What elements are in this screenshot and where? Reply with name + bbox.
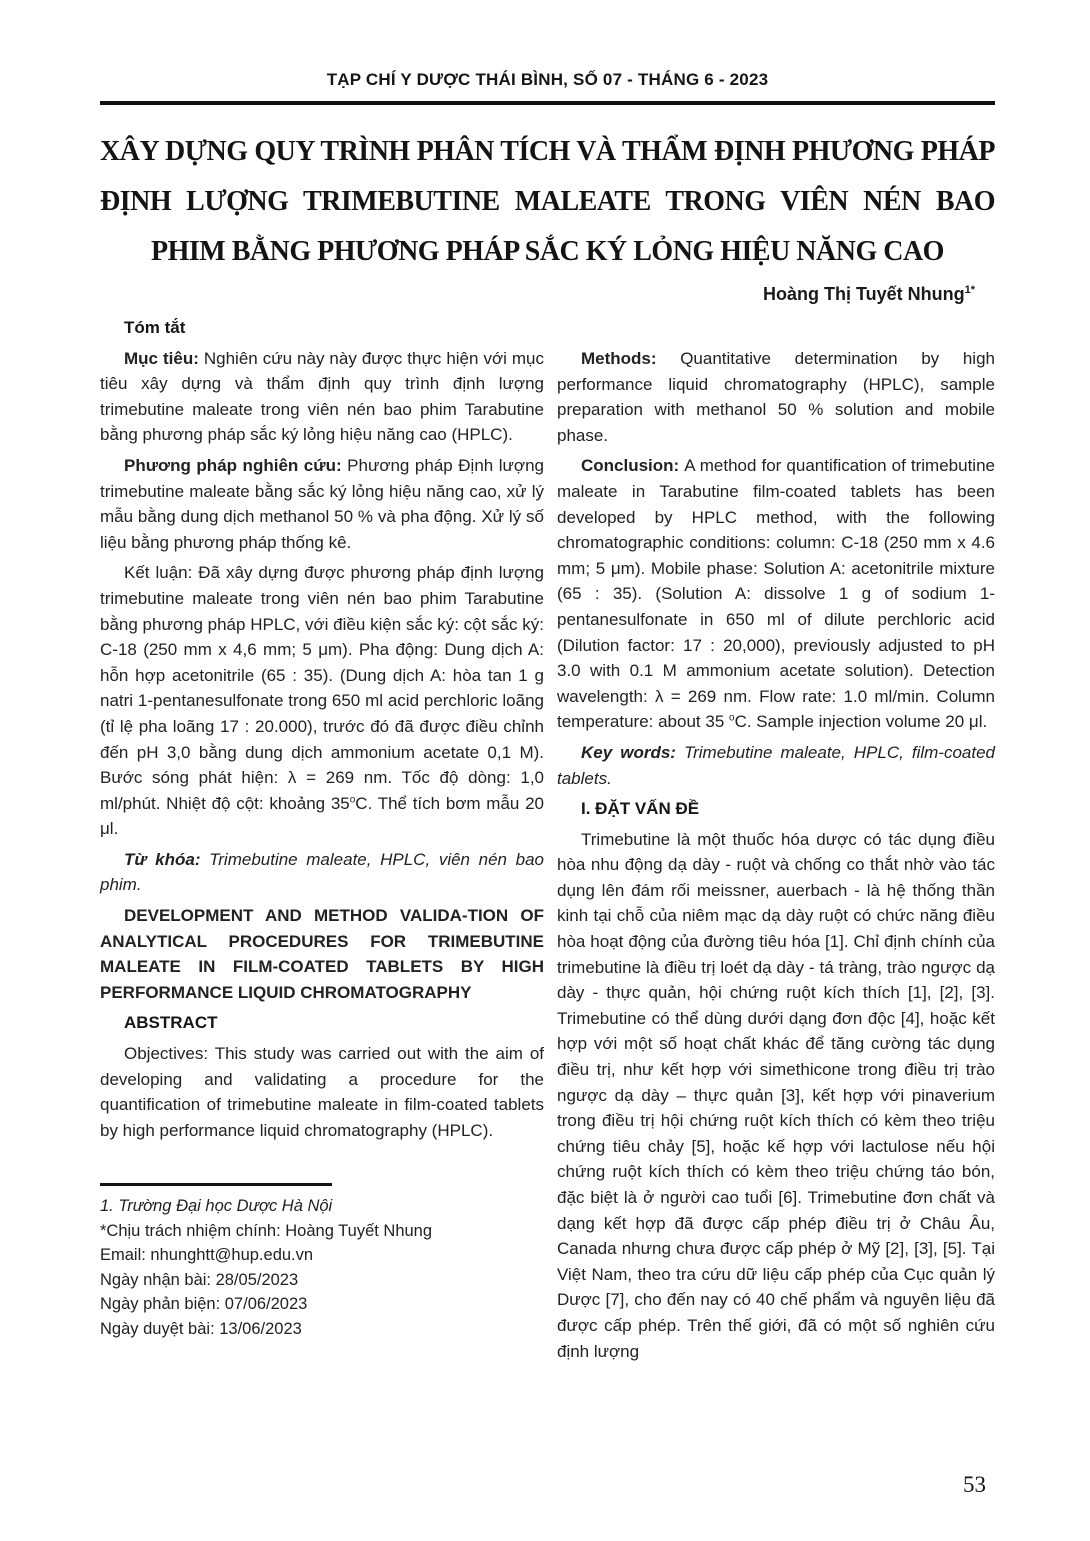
text-segment: DEVELOPMENT AND METHOD VALIDA-TION OF ANALYTICAL PROCEDURES FOR TRIMEBUTINE MALEATE IN FILM-COATED TABLETS BY HIGH PERFORMANCE LIQUID CHROMATOGRAPHY xyxy=(100,906,544,1002)
abstract-heading-vi xyxy=(100,315,544,341)
text-segment: C. Sample injection volume 20 μl. xyxy=(734,712,988,732)
corresponding-author-line: *Chịu trách nhiệm chính: Hoàng Tuyết Nhung xyxy=(100,1221,433,1240)
two-column-body xyxy=(100,315,995,1369)
conclusion-para-en xyxy=(557,453,995,735)
header-rule xyxy=(100,101,995,105)
text-segment: Key words: xyxy=(581,742,684,762)
received-date-line: Ngày nhận bài: 28/05/2023 xyxy=(100,1270,299,1289)
text-segment: Methods: xyxy=(581,349,681,368)
introduction-heading xyxy=(557,796,995,822)
text-segment: ABSTRACT xyxy=(124,1013,218,1033)
text-segment: Trimebutine maleate, HPLC, viên nén bao phim. xyxy=(100,849,545,895)
page-number: 53 xyxy=(963,1472,986,1497)
page-content xyxy=(100,0,995,1369)
objectives-para-vi xyxy=(100,346,544,448)
abstract-heading-en xyxy=(100,1010,544,1036)
text-segment: Quantitative determination by high performance liquid chromatography (HPLC), sample preparation with methanol 50 % solution and mobile phase. xyxy=(557,349,995,445)
author-superscript: 1* xyxy=(964,284,975,296)
footnote xyxy=(100,1183,544,1341)
accepted-date-line: Ngày duyệt bài: 13/06/2023 xyxy=(100,1319,302,1338)
affiliation-line: 1. Trường Đại học Dược Hà Nội xyxy=(100,1197,333,1216)
text-segment: Phương pháp Định lượng trimebutine maleate bằng sắc ký lỏng hiệu năng cao, xử lý mẫu bằng dung dịch methanol 50 % và pha động. Xử lý số liệu bằng phương pháp thống kê. xyxy=(100,455,544,552)
right-column-blocks xyxy=(557,346,995,1364)
text-segment: A method for quantification of trimebutine maleate in Tarabutine film-coated tablets has been developed by HPLC method, with the following chromatographic conditions: column: C-18 (250 mm x 4.6 mm; 5 μm). Mobile phase: Solution A: acetonitrile mixture (65 : 35). (Solution A: dissolve 1 g of sodium 1-pentanesulfonate in 650 ml of dilute perchloric acid (Dilution factor: 17 : 20,000), previously adjusted to pH 3.0 with 0.1 M ammonium acetate solution). Detection wavelength: λ = 269 nm. Flow rate: 1.0 ml/min. Column temperature: about 35 xyxy=(557,456,995,732)
text-segment: Tóm tắt xyxy=(124,318,186,337)
text-segment: o xyxy=(349,794,356,806)
text-segment: C. Thể tích bơm mẫu 20 μl. xyxy=(100,793,545,839)
keywords-para-vi xyxy=(100,847,544,898)
text-segment: Mục tiêu: xyxy=(124,348,204,368)
left-column-blocks xyxy=(100,315,544,1143)
text-segment: Từ khóa: xyxy=(124,849,210,869)
text-segment: o xyxy=(729,712,735,724)
reviewed-date-line: Ngày phản biện: 07/06/2023 xyxy=(100,1295,308,1314)
right-column xyxy=(557,315,995,1369)
keywords-para-en xyxy=(557,740,995,791)
text-segment: Nghiên cứu này này được thực hiện với mục tiêu xây dựng và thẩm định quy trình định lượng trimebutine maleate trong viên nén bao phim Tarabutine bằng phương pháp sắc ký lỏng hiệu năng cao (HPLC). xyxy=(100,348,544,445)
author-name: Hoàng Thị Tuyết Nhung xyxy=(762,284,965,304)
text-segment: Trimebutine maleate, HPLC, film-coated tablets. xyxy=(557,742,995,788)
text-segment: Trimebutine là một thuốc hóa dược có tác dụng điều hòa nhu động dạ dày - ruột và chống co thắt nhờ vào tác dụng lên đám rối meissner, auerbach - là hệ thống thần kinh tại chỗ của niêm mạc dạ dày ruột có chức năng điều hòa hoạt động của đường tiêu hóa [1]. Chỉ định chính của trimebutine là điều trị loét dạ dày - tá tràng, trào ngược dạ dày - thực quản, hội chứng ruột kích thích [1], [2], [3]. Trimebutine có thể dùng dưới dạng đơn độc [4], hoặc kết hợp với một số hoạt chất khác để tăng cường tác dụng điều trị, như kết hợp với simethicone trong điều trị trào ngược dạ dày – thực quản [3], kết hợp với pinaverium trong điều trị hội chứng ruột kích thích có kèm theo triệu chứng tiêu chảy [5], hoặc kế hợp với lactulose nếu hội chứng ruột kích thích có kèm theo triệu chứng táo bón, đặc biệt là ở người cao tuổi [6]. Trimebutine đơn chất và dạng kết hợp đã được cấp phép điều trị ở Châu Âu, Canada nhưng chưa được cấp phép ở Mỹ [2], [3], [5]. Tại Việt Nam, theo tra cứu dữ liệu cấp phép của Cục quản lý Dược [7], cho đến nay có 40 chế phẩm và nguyên liệu đã được cấp phép. Trên thế giới, đã có một số nghiên cứu định lượng xyxy=(557,829,995,1361)
left-column xyxy=(100,315,544,1369)
column-gap xyxy=(544,315,557,1369)
methods-para-en xyxy=(557,346,995,448)
author-line xyxy=(100,281,995,307)
english-title-para xyxy=(100,903,544,1005)
text-segment: Objectives: This study was carried out with the aim of developing and validating a procedure for the quantification of trimebutine maleate in film-coated tablets by high performance liquid chromatography (HPLC). xyxy=(100,1044,544,1140)
introduction-para xyxy=(557,827,995,1364)
text-segment: Conclusion: xyxy=(581,456,685,476)
article-title: XÂY DỰNG QUY TRÌNH PHÂN TÍCH VÀ THẨM ĐỊNH PHƯƠNG PHÁP ĐỊNH LƯỢNG TRIMEBUTINE MALEATE TRONG VIÊN NÉN BAO PHIM BẰNG PHƯƠNG PHÁP SẮC KÝ LỎNG HIỆU NĂNG CAO xyxy=(100,136,995,267)
objectives-para-en xyxy=(100,1041,544,1143)
footnote-rule xyxy=(100,1183,332,1186)
text-segment: Phương pháp nghiên cứu: xyxy=(124,455,348,475)
text-segment: I. ĐẶT VẤN ĐỀ xyxy=(581,799,700,819)
conclusion-para-vi xyxy=(100,560,544,842)
footnote-lines xyxy=(100,1194,544,1341)
text-segment: Kết luận: Đã xây dựng được phương pháp định lượng trimebutine maleate trong viên nén bao phim Tarabutine bằng phương pháp HPLC, với điều kiện sắc ký: cột sắc ký: C-18 (250 mm x 4,6 mm; 5 μm). Pha động: Dung dịch A: hỗn hợp acetonitrile (65 : 35). (Dung dịch A: hòa tan 1 g natri 1-pentanesulfonate trong 650 ml acid perchloric loãng (tỉ lệ pha loãng 17 : 20.000), trước đó đã được điều chỉnh đến pH 3,0 bằng dung dịch ammonium acetate 0,1 M). Bước sóng phát hiện: λ = 269 nm. Tốc độ dòng: 1,0 ml/phút. Nhiệt độ cột: khoảng 35 xyxy=(100,563,544,813)
journal-header: TẠP CHÍ Y DƯỢC THÁI BÌNH, SỐ 07 - THÁNG 6 - 2023 xyxy=(326,70,769,89)
email-line: Email: nhunghtt@hup.edu.vn xyxy=(100,1246,314,1265)
methods-para-vi xyxy=(100,453,544,555)
